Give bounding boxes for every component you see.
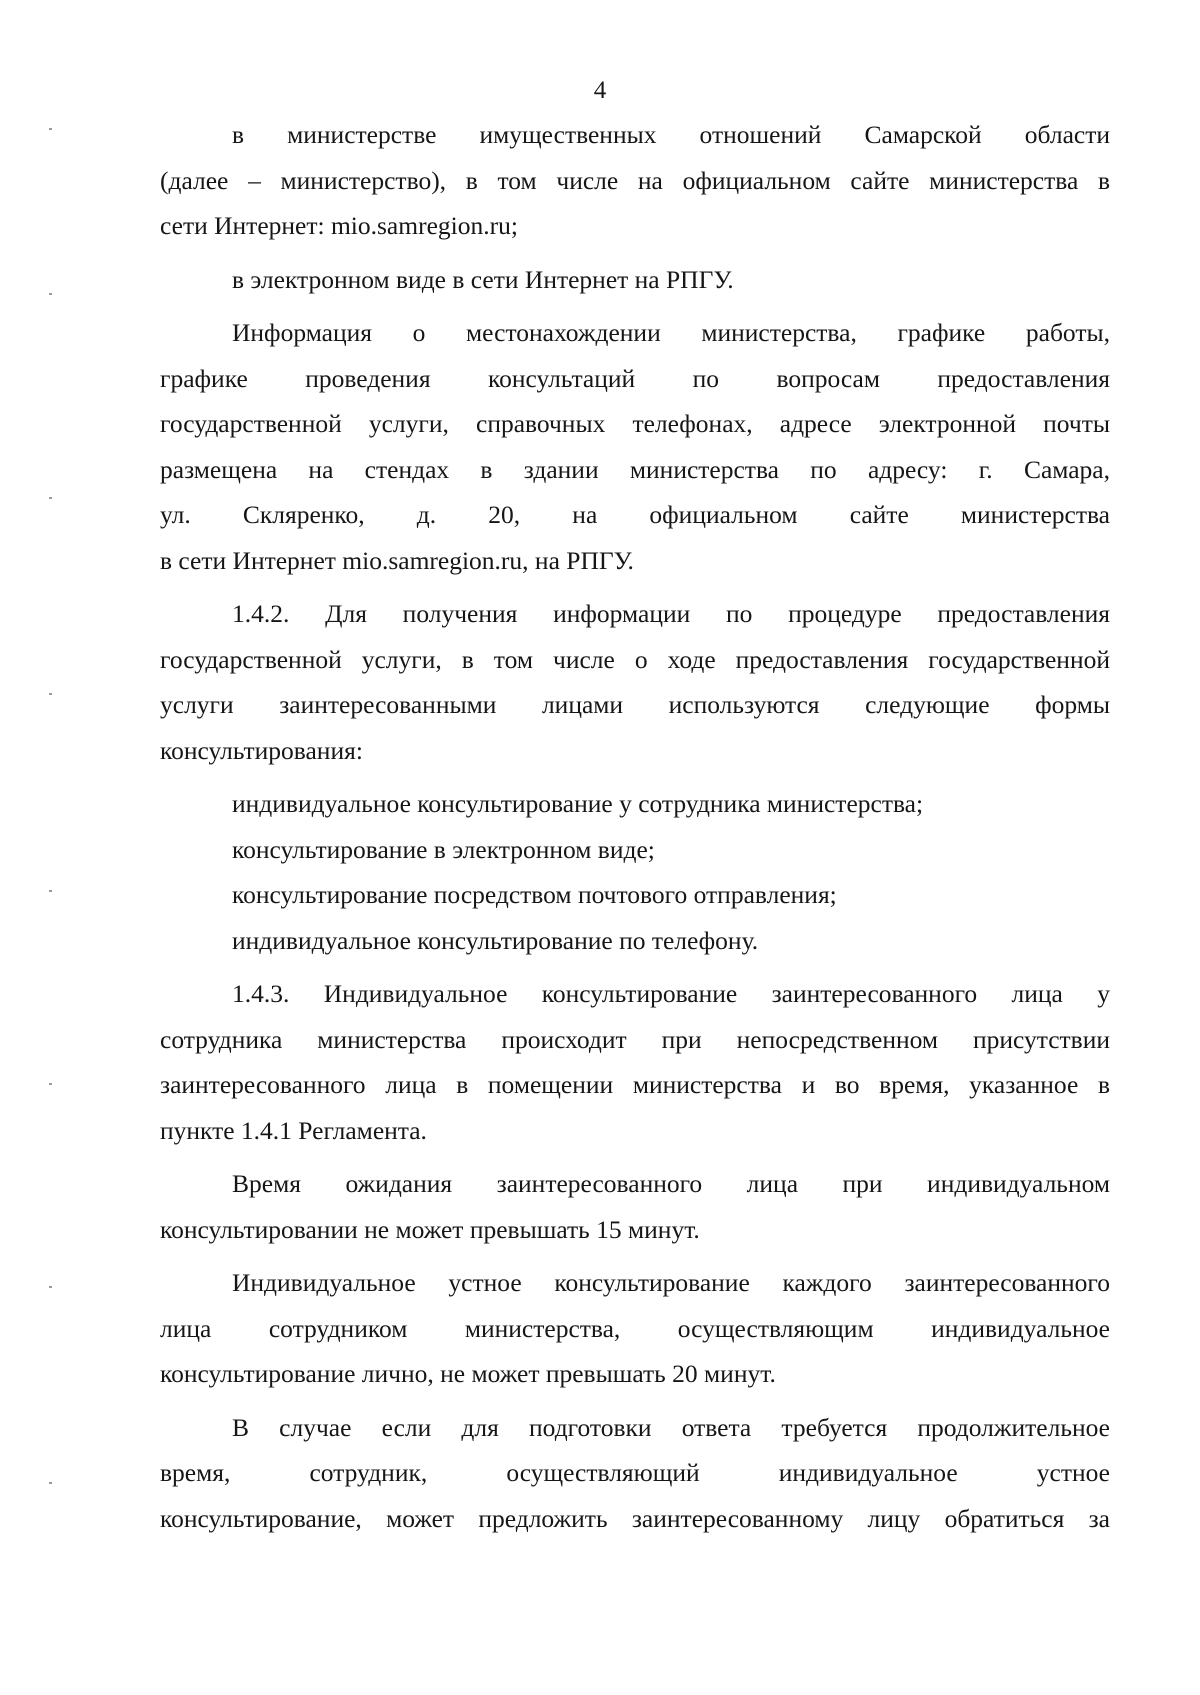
text-line: консультирования: (160, 735, 363, 765)
paragraph (160, 310, 1110, 583)
text-line: сети Интернет: mio.samregion.ru; (160, 211, 518, 240)
text-line: государственной услуги, справочных телефонах, адресе электронной почты (160, 409, 1110, 438)
text-line: 1.4.2. Для получения информации по процедуре предоставления (232, 599, 1110, 628)
scan-mark (49, 497, 52, 499)
text-line: Время ожидания заинтересованного лица при индивидуальном (232, 1169, 1110, 1198)
text-line: пункте 1.4.1 Регламента. (160, 1115, 427, 1145)
paragraph (160, 1260, 1110, 1397)
scan-mark (49, 293, 52, 295)
paragraph (160, 1161, 1110, 1252)
paragraph (160, 827, 1110, 873)
document-body (160, 112, 1110, 1549)
text-line: индивидуальное консультирование у сотрудника министерства; (232, 789, 924, 818)
scan-mark (49, 693, 52, 695)
paragraph (160, 918, 1110, 964)
scan-mark (49, 890, 52, 892)
paragraph (160, 872, 1110, 918)
text-line: размещена на стендах в здании министерства по адресу: г. Самара, (160, 454, 1110, 484)
text-line: индивидуальное консультирование по телефону. (232, 925, 759, 955)
text-line: консультировании не может превышать 15 минут. (160, 1214, 700, 1244)
scan-mark (49, 128, 52, 130)
text-line: время, сотрудник, осуществляющий индивидуальное устное (160, 1458, 1110, 1487)
text-line: графике проведения консультаций по вопросам предоставления (160, 363, 1110, 393)
paragraph (160, 591, 1110, 773)
text-line: услуги заинтересованными лицами используются следующие формы (160, 690, 1110, 719)
text-line: Информация о местонахождении министерства, графике работы, (232, 318, 1110, 347)
text-line: заинтересованного лица в помещении министерства и во время, указанное в (160, 1070, 1110, 1099)
text-line: в министерстве имущественных отношений Самарской области (232, 120, 1110, 149)
text-line: ул. Скляренко, д. 20, на официальном сайте министерства (160, 500, 1110, 529)
paragraph (160, 781, 1110, 827)
text-line: лица сотрудником министерства, осуществляющим индивидуальное (160, 1313, 1110, 1343)
text-line: сотрудника министерства происходит при непосредственном присутствии (160, 1024, 1110, 1054)
text-line: государственной услуги, в том числе о ходе предоставления государственной (160, 644, 1110, 674)
text-line: Индивидуальное устное консультирование каждого заинтересованного (232, 1268, 1110, 1297)
text-line: 1.4.3. Индивидуальное консультирование заинтересованного лица у (232, 979, 1110, 1008)
text-line: консультирование лично, не может превышать 20 минут. (160, 1359, 776, 1388)
text-line: в электронном виде в сети Интернет на РПГУ. (232, 264, 734, 294)
scan-mark (49, 1083, 52, 1085)
paragraph (160, 112, 1110, 249)
text-line: консультирование в электронном виде; (232, 834, 655, 864)
paragraph (160, 257, 1110, 303)
text-line: консультирование, может предложить заинтересованному лицу обратиться за (160, 1503, 1110, 1533)
scan-mark (49, 1482, 52, 1484)
scan-mark (49, 1286, 52, 1288)
text-line: (далее – министерство), в том числе на официальном сайте министерства в (160, 165, 1110, 195)
text-line: в сети Интернет mio.samregion.ru, на РПГУ. (160, 545, 634, 575)
page-number: 4 (593, 77, 607, 104)
paragraph (160, 971, 1110, 1153)
text-line: консультирование посредством почтового отправления; (232, 880, 837, 909)
text-line: В случае если для подготовки ответа требуется продолжительное (232, 1412, 1110, 1442)
paragraph (160, 1405, 1110, 1542)
